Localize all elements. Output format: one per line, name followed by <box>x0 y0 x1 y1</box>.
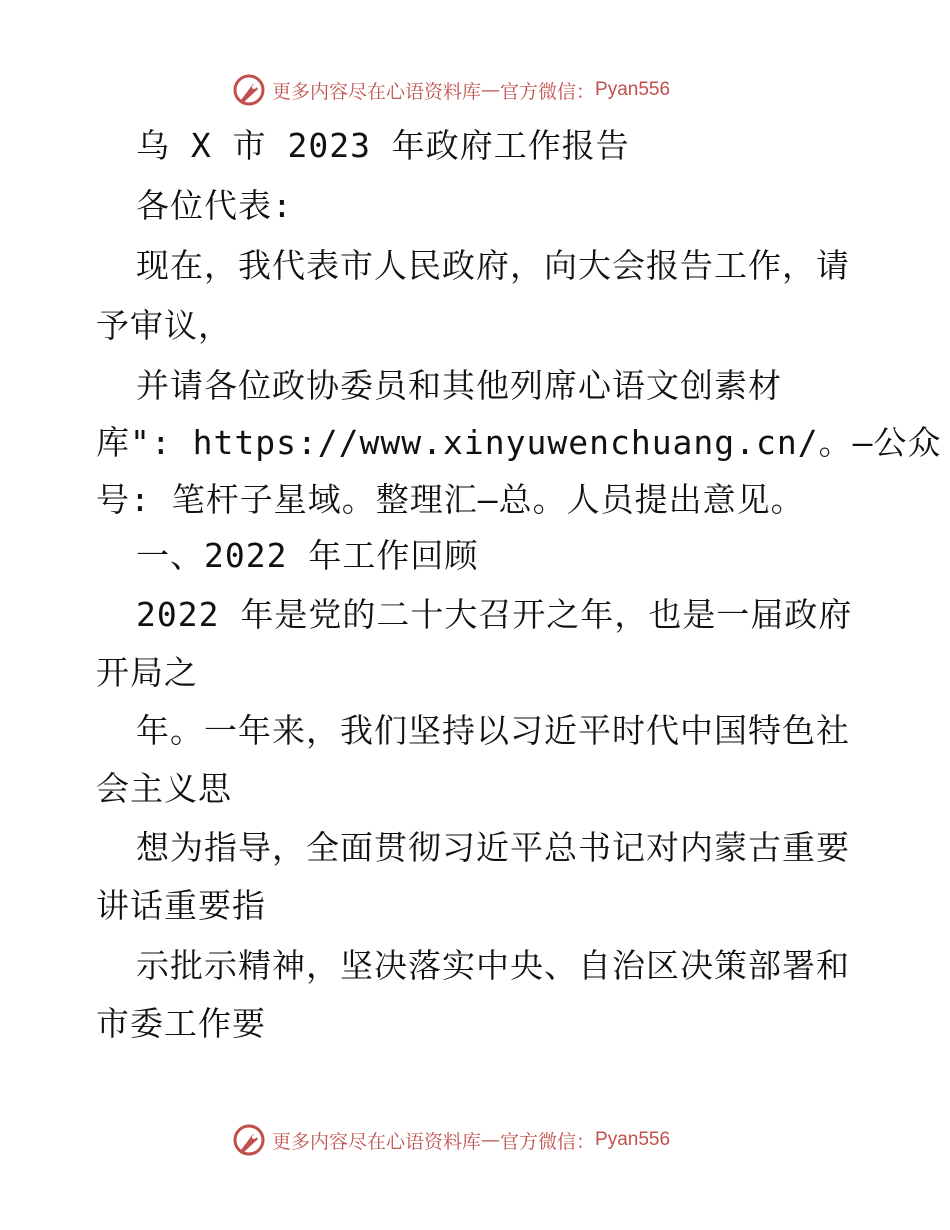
watermark-dash: — <box>481 79 501 101</box>
paragraph-line: 号: 笔杆子星域。整理汇—总。人员提出意见。 <box>96 480 805 519</box>
pen-nib-logo-icon <box>232 73 266 107</box>
document-title: 乌 X 市 2023 年政府工作报告 <box>136 126 630 165</box>
watermark-contact-label: 官方微信： <box>500 1130 596 1153</box>
pen-nib-logo-icon <box>232 1123 266 1157</box>
watermark-contact-id: Pyan556 <box>595 79 671 100</box>
paragraph-line: 示批示精神，坚决落实中央、自治区决策部署和 <box>136 946 850 985</box>
watermark-text: 更多内容尽在心语资料库 <box>272 1130 482 1153</box>
paragraph-line: 年。一年来，我们坚持以习近平时代中国特色社 <box>136 711 850 750</box>
watermark-dash: — <box>481 1129 501 1151</box>
paragraph-line: 会主义思 <box>96 769 232 808</box>
paragraph-line: 想为指导，全面贯彻习近平总书记对内蒙古重要 <box>136 828 850 867</box>
watermark-contact-label: 官方微信： <box>500 80 596 103</box>
watermark-text: 更多内容尽在心语资料库 <box>272 80 482 103</box>
paragraph-line: 库": https://www.xinyuwenchuang.cn/。—公众 <box>96 423 942 462</box>
paragraph-line: 开局之 <box>96 653 198 692</box>
paragraph-line: 2022 年是党的二十大召开之年，也是一届政府 <box>136 595 853 634</box>
paragraph-line: 各位代表: <box>136 186 293 225</box>
header-watermark <box>232 72 670 108</box>
footer-watermark <box>232 1122 670 1158</box>
paragraph-line: 予审议， <box>96 306 232 345</box>
section-heading: 一、2022 年工作回顾 <box>136 536 479 575</box>
paragraph-line: 讲话重要指 <box>96 886 266 925</box>
watermark-contact-id: Pyan556 <box>595 1129 671 1150</box>
paragraph-line: 现在，我代表市人民政府，向大会报告工作，请 <box>136 246 850 285</box>
paragraph-line: 市委工作要 <box>96 1004 266 1043</box>
paragraph-line: 并请各位政协委员和其他列席心语文创素材 <box>136 366 782 405</box>
